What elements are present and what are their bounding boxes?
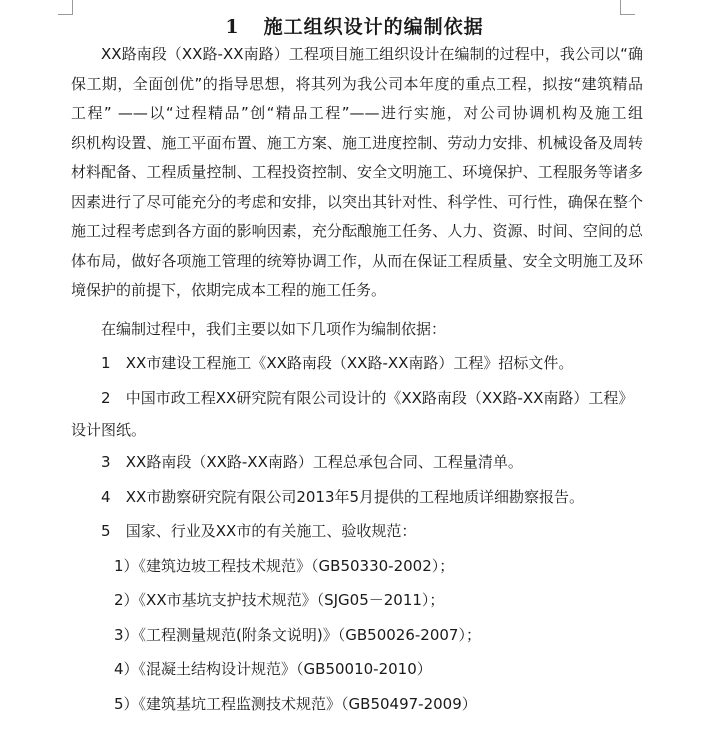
basis-item: 5 国家、行业及XX市的有关施工、验收规范：: [101, 522, 417, 540]
section-heading: [0, 12, 709, 39]
basis-item: 2 中国市政工程XX研究院有限公司设计的《XX路南段（XX路-XX南路）工程》: [101, 388, 634, 407]
paragraph-line: XX路南段（XX路-XX南路）工程项目施工组织设计在编制的过程中，我公司以“确: [101, 45, 643, 63]
code-subitem: 4）《混凝土结构设计规范》（GB50010-2010）: [114, 660, 432, 678]
code-subitem: 5）《建筑基坑工程监测技术规范》（GB50497-2009）: [114, 694, 477, 713]
basis-item: 1 XX市建设工程施工《XX路南段（XX路-XX南路）工程》招标文件。: [101, 354, 574, 372]
paragraph-line: 工程” ——以“过程精品”创“精品工程”——进行实施，对公司协调机构及施工组: [71, 104, 643, 122]
paragraph-line: 因素进行了尽可能充分的考虑和安排，以突出其针对性、科学性、可行性，确保在整个: [71, 192, 643, 211]
document-body: [71, 40, 643, 721]
intro-line: 在编制过程中，我们主要以如下几项作为编制依据：: [101, 319, 447, 338]
code-subitem: 1）《建筑边坡工程技术规范》（GB50330-2002）；: [114, 556, 455, 575]
paragraph: [71, 40, 643, 306]
code-subitem: 3）《工程测量规范(附条文说明)》（GB50026-2007）；: [114, 625, 481, 644]
heading-number: 1: [225, 16, 240, 38]
basis-item-continuation: 设计图纸。: [71, 421, 147, 439]
heading-title: 施工组织设计的编制依据: [263, 16, 484, 38]
paragraph-line: 境保护的前提下，依期完成本工程的施工任务。: [71, 281, 387, 299]
paragraph-line: 织机构设置、施工平面布置、施工方案、施工进度控制、劳动力安排、机械设备及周转: [71, 133, 643, 152]
paragraph-line: 体布局，做好各项施工管理的统筹协调工作，从而在保证工程质量、安全文明施工及环: [71, 251, 643, 270]
basis-item: 4 XX市勘察研究院有限公司2013年5月提供的工程地质详细勘察报告。: [101, 487, 585, 506]
basis-item: 3 XX路南段（XX路-XX南路）工程总承包合同、工程量清单。: [101, 453, 523, 471]
paragraph-line: 施工过程考虑到各方面的影响因素，充分酝酿施工任务、人力、资源、时间、空间的总: [71, 222, 643, 240]
paragraph-line: 保工期，全面创优”的指导思想，将其列为我公司本年度的重点工程，拟按“建筑精品: [71, 74, 643, 93]
code-subitem: 2）《XX市基坑支护技术规范》（SJG05－2011）；: [114, 591, 445, 609]
paragraph-line: 材料配备、工程质量控制、工程投资控制、安全文明施工、环境保护、工程服务等诸多: [71, 163, 643, 181]
